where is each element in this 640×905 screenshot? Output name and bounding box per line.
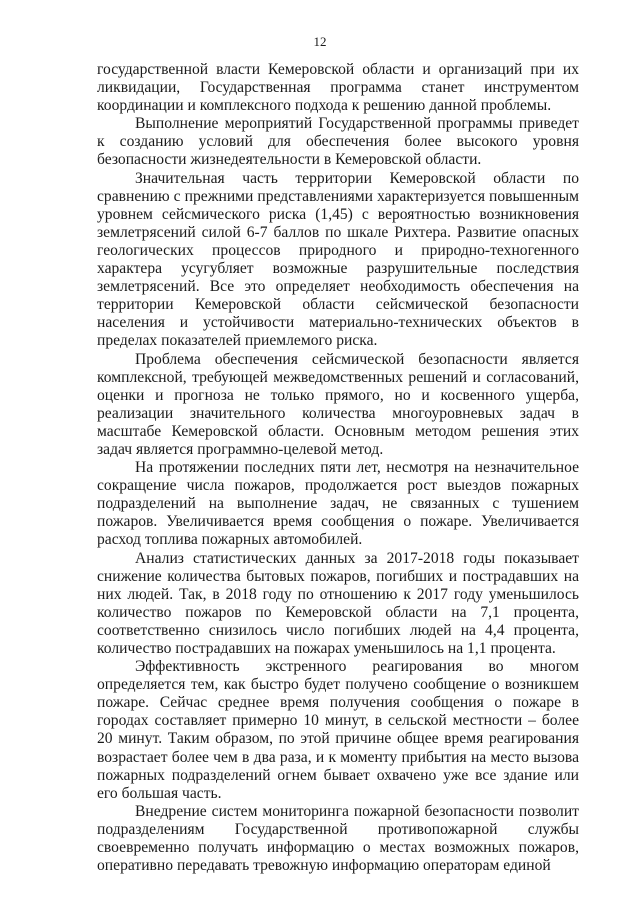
paragraph: На протяжении последних пяти лет, несмотря на незначительное сокращение числа пожаров, продолжается рост выездов пожарных подразделений на выполнение задач, не связанных с тушением пожаров. Увеличивается время сообщения о пожаре. Увеличивается расход топлива пожарных автомобилей. [97,459,579,549]
paragraph-continued: государственной власти Кемеровской области и организаций при их ликвидации, Государственная программа станет инструментом координации и комплексного подхода к решению данной проблемы. [97,61,579,115]
paragraph: Эффективность экстренного реагирования во многом определяется тем, как быстро будет получено сообщение о возникшем пожаре. Сейчас среднее время получения сообщения о пожаре в городах составляет примерно 10 минут, в сельской местности – более 20 минут. Таким образом, по этой причине общее время реагирования возрастает более чем в два раза, и к моменту прибытия на место вызова пожарных подразделений огнем бывает охвачено уже все здание или его большая часть. [97,658,579,802]
paragraph: Значительная часть территории Кемеровской области по сравнению с прежними представлениями характеризуется повышенным уровнем сейсмического риска (1,45) с вероятностью возникновения землетрясений силой 6-7 баллов по шкале Рихтера. Развитие опасных геологических процессов природного и природно-техногенного характера усугубляет возможные разрушительные последствия землетрясений. Все это определяет необходимость обеспечения на территории Кемеровской области сейсмической безопасности населения и устойчивости материально-технических объектов в пределах показателей приемлемого риска. [97,169,579,350]
paragraph: Проблема обеспечения сейсмической безопасности является комплексной, требующей межведомственных решений и согласований, оценки и прогноза не только прямого, но и косвенного ущерба, реализации значительного количества многоуровневых задач в масштабе Кемеровской области. Основным методом решения этих задач является программно-целевой метод. [97,350,579,458]
body-text [97,61,579,875]
page-number: 12 [313,34,327,49]
paragraph: Выполнение мероприятий Государственной программы приведет к созданию условий для обеспечения более высокого уровня безопасности жизнедеятельности в Кемеровской области. [97,115,579,169]
paragraph: Анализ статистических данных за 2017-2018 годы показывает снижение количества бытовых пожаров, погибших и пострадавших на них людей. Так, в 2018 году по отношению к 2017 году уменьшилось количество пожаров по Кемеровской области на 7,1 процента, соответственно снизилось число погибших людей на 4,4 процента, количество пострадавших на пожарах уменьшилось на 1,1 процента. [97,549,579,657]
paragraph: Внедрение систем мониторинга пожарной безопасности позволит подразделениям Государственной противопожарной службы своевременно получать информацию о местах возможных пожаров, оперативно передавать тревожную информацию операторам единой [97,802,579,875]
